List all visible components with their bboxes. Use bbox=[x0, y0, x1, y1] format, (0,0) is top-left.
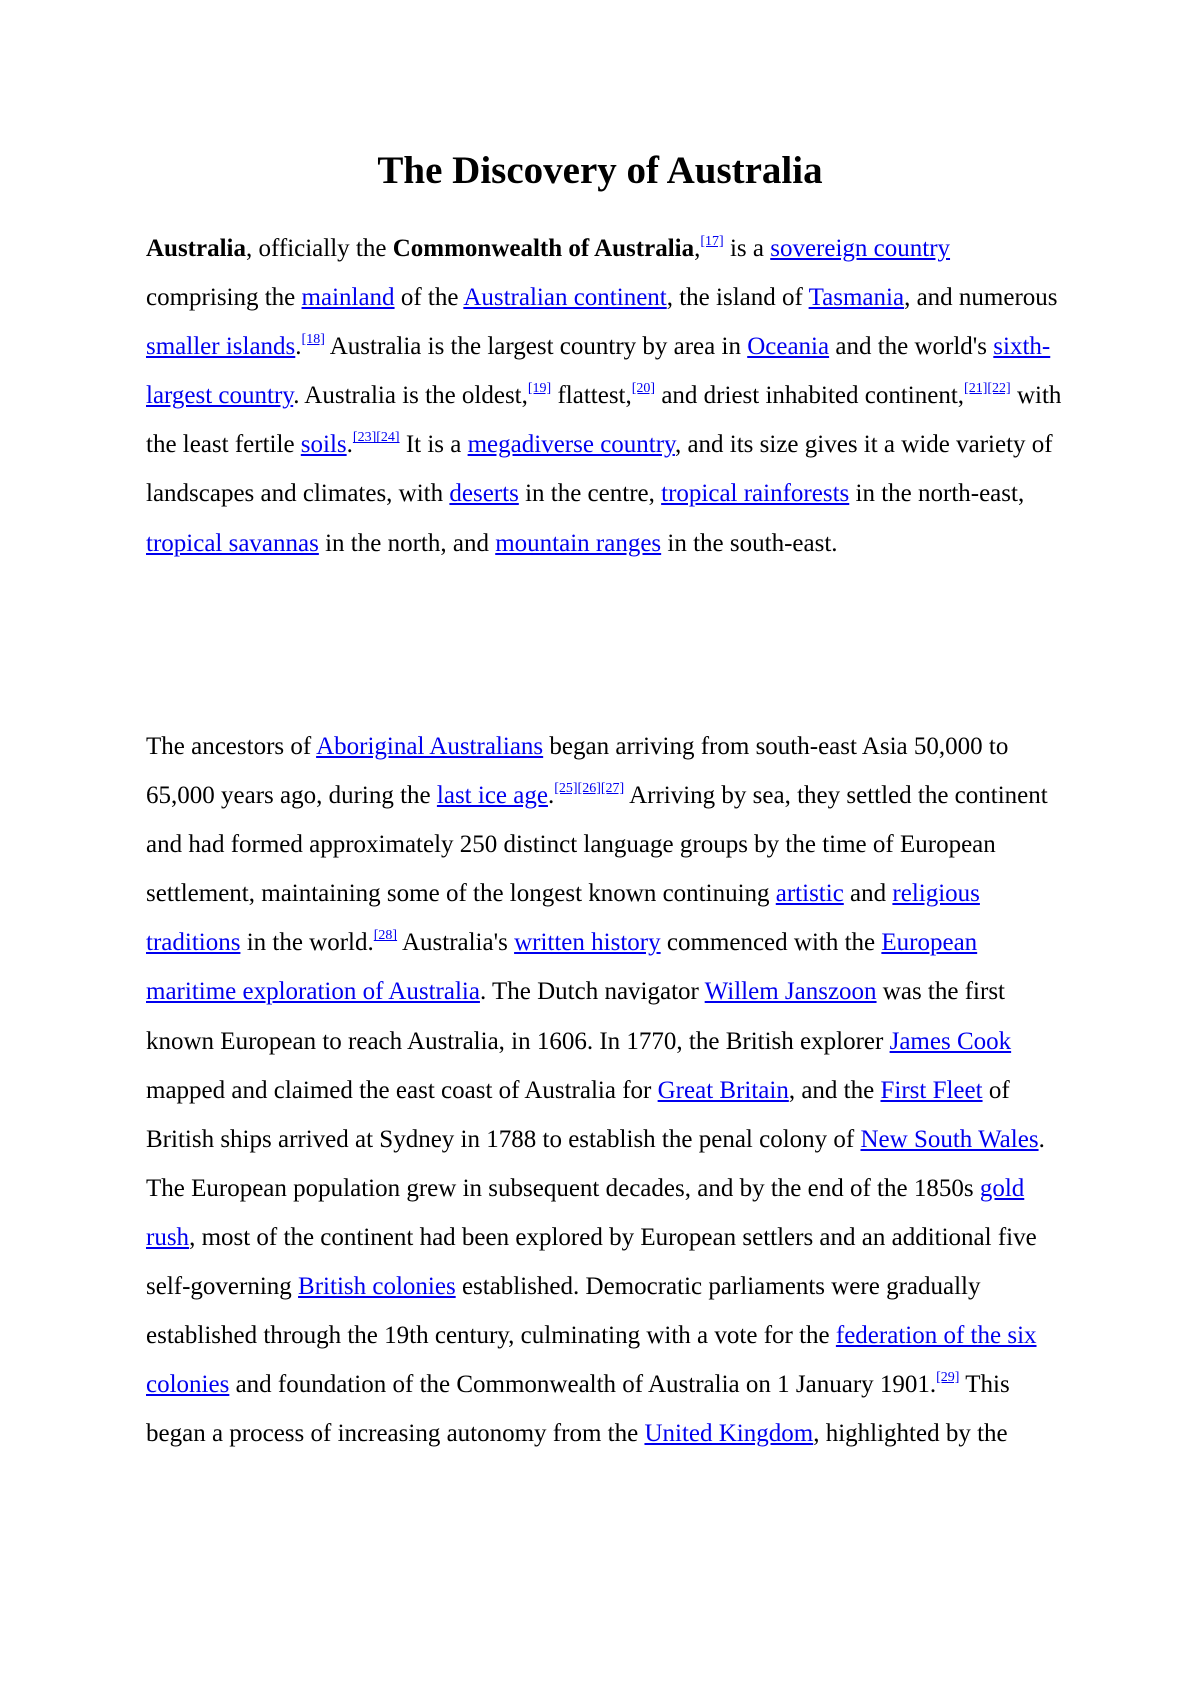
link-first-fleet[interactable]: First Fleet bbox=[880, 1076, 983, 1104]
text-run: in the world. bbox=[240, 929, 374, 957]
text-run: , and numerous bbox=[904, 284, 1058, 312]
citation-link bbox=[554, 781, 624, 796]
text-run: and foundation of the Commonwealth of Australia on 1 January 1901. bbox=[229, 1371, 937, 1399]
text-run: comprising the bbox=[146, 284, 302, 312]
text-run: . The Dutch navigator bbox=[479, 978, 705, 1006]
citation-25-26-27[interactable]: [25][26][27] bbox=[554, 781, 625, 797]
text-run: , the island of bbox=[666, 284, 809, 312]
text-run: established. Democratic parliaments were gradually established through the 19th century, culminating with a vote for the bbox=[146, 1273, 981, 1350]
citation-18[interactable]: [18] bbox=[301, 332, 325, 348]
link-european-maritime-exploration-of-australia[interactable]: European maritime exploration of Australia bbox=[146, 929, 978, 1006]
link-willem-janszoon[interactable]: Willem Janszoon bbox=[704, 978, 877, 1006]
text-run: with the least fertile bbox=[146, 382, 1062, 459]
bold-term: Commonwealth of Australia bbox=[392, 235, 695, 262]
citation-21-22[interactable]: [21][22] bbox=[964, 381, 1011, 397]
link-smaller-islands[interactable]: smaller islands bbox=[146, 333, 296, 361]
link-australian-continent[interactable]: Australian continent bbox=[463, 284, 667, 312]
citation-23-24[interactable]: [23][24] bbox=[352, 430, 400, 446]
paragraph-intro bbox=[146, 224, 1066, 568]
text-run: , and its size gives it a wide variety of landscapes and climates, with bbox=[146, 431, 1053, 508]
citation-link bbox=[374, 928, 397, 943]
text-run: flattest, bbox=[551, 382, 632, 410]
text-run: , and the bbox=[788, 1076, 881, 1104]
link-artistic[interactable]: artistic bbox=[775, 880, 844, 908]
link-james-cook[interactable]: James Cook bbox=[889, 1027, 1012, 1055]
text-run: in the north, and bbox=[318, 529, 496, 557]
link-mainland[interactable]: mainland bbox=[301, 284, 395, 312]
text-run: This began a process of increasing autonomy from the bbox=[146, 1371, 1010, 1448]
text-run: Australia is the largest country by area in bbox=[324, 333, 748, 361]
link-soils[interactable]: soils bbox=[300, 431, 347, 459]
citation-link bbox=[353, 430, 400, 445]
text-run: . bbox=[346, 431, 353, 459]
link-federation-of-the-six-colonies[interactable]: federation of the six colonies bbox=[146, 1322, 1037, 1399]
link-british-colonies[interactable]: British colonies bbox=[298, 1273, 456, 1301]
text-run: The ancestors of bbox=[146, 733, 317, 760]
citation-20[interactable]: [20] bbox=[631, 381, 656, 397]
text-run: , officially the bbox=[246, 235, 393, 262]
page-title: The Discovery of Australia bbox=[377, 149, 823, 192]
link-religious-traditions[interactable]: religious traditions bbox=[146, 880, 980, 957]
text-run: , most of the continent had been explored by European settlers and an additional five self-governing bbox=[146, 1223, 1037, 1301]
text-run: , highlighted by the bbox=[813, 1420, 1008, 1448]
text-run: . Australia is the oldest, bbox=[293, 382, 528, 410]
text-run: and the world's bbox=[829, 333, 994, 361]
text-run: , bbox=[694, 235, 701, 262]
text-run: mapped and claimed the east coast of Australia for bbox=[146, 1076, 658, 1104]
link-megadiverse-country[interactable]: megadiverse country bbox=[467, 431, 675, 459]
link-last-ice-age[interactable]: last ice age bbox=[436, 782, 548, 810]
text-run: . bbox=[295, 333, 302, 361]
paragraph-history bbox=[146, 722, 1066, 1458]
citation-17[interactable]: [17] bbox=[700, 234, 724, 249]
bold-term: Australia bbox=[146, 235, 246, 262]
text-run: Australia's bbox=[397, 929, 515, 957]
citation-link bbox=[964, 381, 1011, 396]
citation-28[interactable]: [28] bbox=[373, 928, 398, 944]
text-run: It is a bbox=[399, 431, 468, 459]
link-sovereign-country[interactable]: sovereign country bbox=[770, 235, 951, 262]
text-run: in the north-east, bbox=[849, 480, 1025, 508]
link-gold-rush[interactable]: gold rush bbox=[146, 1174, 1025, 1251]
link-written-history[interactable]: written history bbox=[514, 929, 661, 957]
link-mountain-ranges[interactable]: mountain ranges bbox=[495, 529, 662, 557]
text-run: commenced with the bbox=[660, 929, 882, 957]
link-tropical-rainforests[interactable]: tropical rainforests bbox=[661, 480, 850, 508]
text-run: in the south-east. bbox=[661, 529, 838, 557]
text-run: is a bbox=[723, 235, 771, 262]
link-oceania[interactable]: Oceania bbox=[747, 333, 830, 361]
citation-link bbox=[302, 332, 325, 347]
link-sixth-largest-country[interactable]: sixth-largest country bbox=[146, 333, 1051, 410]
link-new-south-wales[interactable]: New South Wales bbox=[860, 1125, 1039, 1153]
citation-29[interactable]: [29] bbox=[936, 1370, 960, 1386]
link-great-britain[interactable]: Great Britain bbox=[657, 1076, 789, 1104]
citation-link bbox=[700, 234, 723, 249]
text-run: Arriving by sea, they settled the continent and had formed approximately 250 distinct language groups by the time of European settlement, maintaining some of the longest known continuing bbox=[146, 782, 1048, 908]
text-run: and driest inhabited continent, bbox=[655, 382, 965, 410]
link-deserts[interactable]: deserts bbox=[449, 480, 519, 508]
text-run: of the bbox=[394, 284, 464, 312]
text-run: and bbox=[843, 880, 893, 908]
text-run: in the centre, bbox=[518, 480, 662, 508]
text-run: . The European population grew in subsequent decades, and by the end of the 1850s bbox=[146, 1125, 1045, 1202]
link-united-kingdom[interactable]: United Kingdom bbox=[644, 1420, 814, 1448]
text-run: began arriving from south-east Asia 50,000 to 65,000 years ago, during the bbox=[146, 733, 1009, 810]
citation-link bbox=[632, 381, 655, 396]
link-aboriginal-australians[interactable]: Aboriginal Australians bbox=[316, 733, 544, 760]
citation-link bbox=[936, 1370, 959, 1385]
citation-link bbox=[528, 381, 551, 396]
text-run: . bbox=[547, 782, 555, 810]
link-tasmania[interactable]: Tasmania bbox=[808, 284, 905, 312]
text-run: of British ships arrived at Sydney in 1788 to establish the penal colony of bbox=[146, 1076, 1010, 1153]
text-run: was the first known European to reach Australia, in 1606. In 1770, the British explorer bbox=[146, 978, 1005, 1055]
link-tropical-savannas[interactable]: tropical savannas bbox=[146, 529, 319, 557]
citation-19[interactable]: [19] bbox=[527, 381, 552, 397]
